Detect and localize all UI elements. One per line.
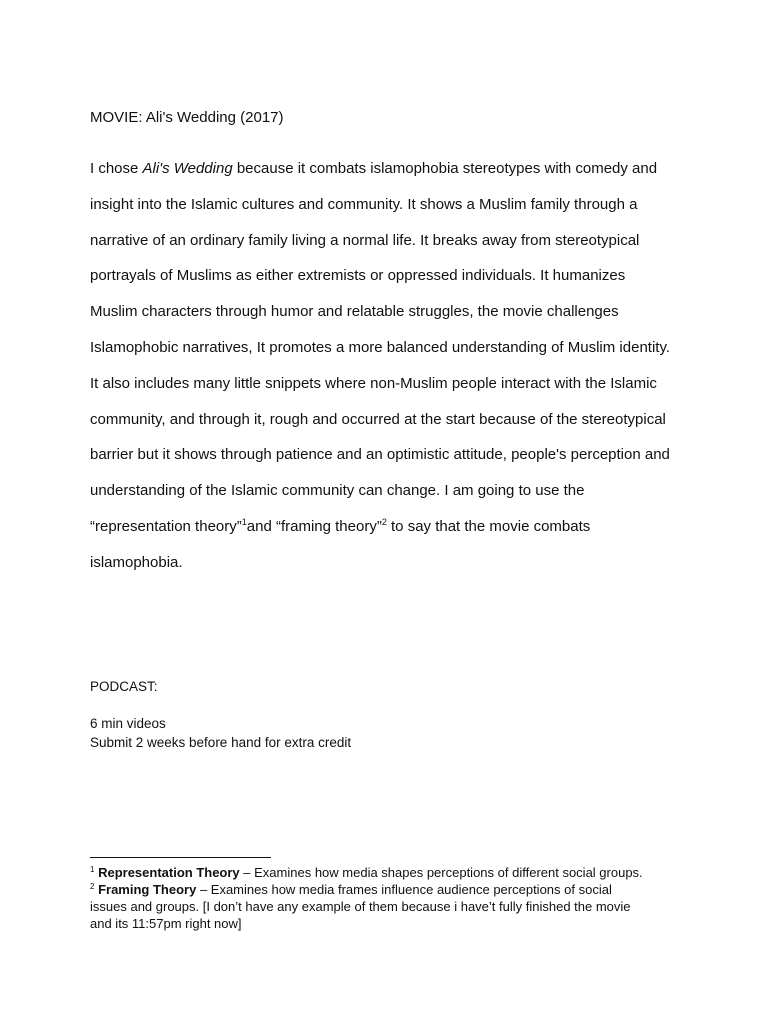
paragraph-line — [90, 154, 690, 190]
footnote-2 — [90, 881, 690, 898]
footnote-text: – Examines how media shapes perceptions of different social groups. — [239, 865, 643, 880]
paragraph-line: portrayals of Muslims as either extremists or oppressed individuals. It humanizes — [90, 267, 626, 285]
footnote-reference: 1 — [241, 516, 247, 527]
paragraph-line: understanding of the Islamic community can change. I am going to use the — [90, 482, 585, 500]
footnote-number: 1 — [90, 865, 95, 874]
paragraph-line: community, and through it, rough and occurred at the start because of the stereotypical — [90, 410, 666, 428]
text-run: and “framing theory” — [246, 517, 382, 535]
footnote-term: Framing Theory — [98, 882, 197, 897]
body-paragraph — [90, 154, 690, 584]
note-line: Submit 2 weeks before hand for extra credit — [90, 734, 352, 750]
footnotes — [90, 864, 690, 932]
footnote-text: – Examines how media frames influence audience perceptions of social — [196, 882, 612, 897]
paragraph-line: islamophobia. — [90, 553, 183, 571]
note-line: 6 min videos — [90, 716, 166, 731]
paragraph-line: It also includes many little snippets where non-Muslim people interact with the Islamic — [90, 374, 657, 392]
footnote-2-continued: and its 11:57pm right now] — [90, 916, 242, 931]
podcast-heading: PODCAST: — [90, 679, 158, 694]
footnote-1 — [90, 864, 690, 881]
text-run: “representation theory” — [90, 517, 242, 535]
paragraph-line: insight into the Islamic cultures and community. It shows a Muslim family through a — [90, 195, 638, 213]
text-run: I chose — [90, 160, 143, 177]
paragraph-line: narrative of an ordinary family living a normal life. It breaks away from stereotypical — [90, 231, 640, 249]
footnote-term: Representation Theory — [98, 865, 240, 880]
paragraph-line — [90, 512, 690, 548]
footnote-separator — [90, 857, 271, 858]
footnote-reference: 2 — [381, 516, 387, 527]
footnote-2-continued: issues and groups. [I don’t have any example of them because i have’t fully finished the movie — [90, 899, 631, 914]
podcast-notes — [90, 715, 351, 752]
paragraph-line: barrier but it shows through patience and an optimistic attitude, people's perception and — [90, 446, 670, 464]
text-run: because it combats islamophobia stereotypes with comedy and — [232, 160, 658, 177]
footnote-number: 2 — [90, 882, 95, 891]
paragraph-line: Muslim characters through humor and relatable struggles, the movie challenges — [90, 303, 619, 321]
text-run: to say that the movie combats — [386, 517, 591, 535]
paragraph-line: Islamophobic narratives, It promotes a more balanced understanding of Muslim identity. — [90, 338, 671, 356]
movie-heading: MOVIE: Ali's Wedding (2017) — [90, 109, 284, 126]
movie-title-italic: Ali's Wedding — [142, 160, 233, 177]
